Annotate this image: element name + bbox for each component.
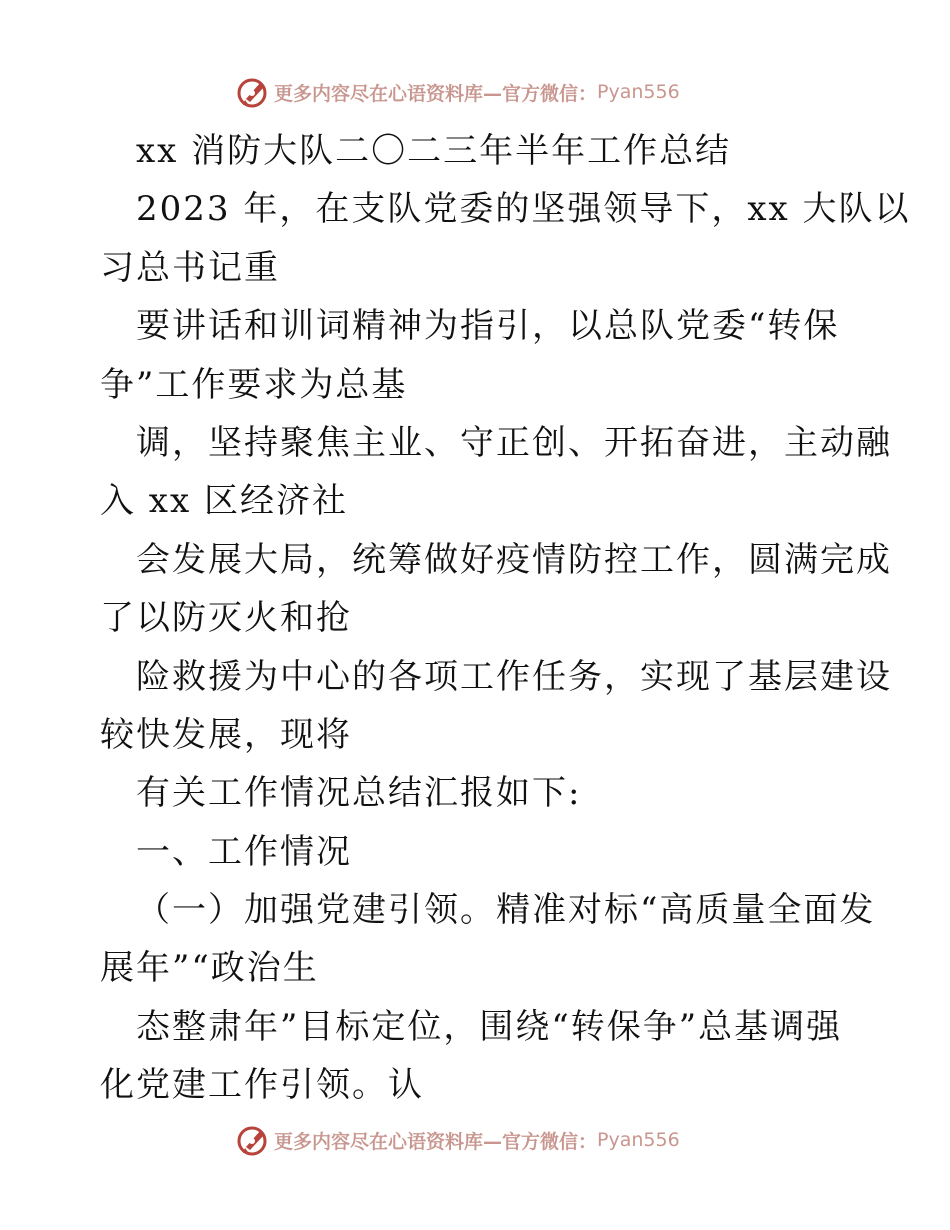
document-line: 展年”“政治生 [100, 948, 319, 989]
document-line: 争”工作要求为总基 [100, 364, 408, 405]
header-banner-wechat: Pyan556 [597, 81, 680, 103]
document-line: 习总书记重 [100, 247, 280, 288]
document-line: 了以防灭火和抢 [100, 598, 352, 639]
document-line: xx 消防大队二〇二三年半年工作总结 [136, 131, 732, 171]
header-banner [236, 72, 736, 112]
document-line: 态整肃年”目标定位，围绕“转保争”总基调强 [136, 1006, 843, 1047]
header-banner-text: 更多内容尽在心语资料库—官方微信： [274, 82, 598, 105]
footer-banner-wechat: Pyan556 [597, 1129, 680, 1151]
footer-banner-text: 更多内容尽在心语资料库—官方微信： [274, 1130, 598, 1153]
document-line: 一、工作情况 [136, 831, 352, 872]
document-line: 较快发展，现将 [100, 714, 352, 755]
document-body [100, 122, 911, 1115]
document-line: 化党建工作引领。认 [100, 1065, 424, 1106]
pen-nib-logo-icon [236, 1123, 270, 1157]
document-line: 要讲话和训词精神为指引，以总队党委“转保 [136, 306, 840, 347]
document-line: 险救援为中心的各项工作任务，实现了基层建设 [136, 656, 892, 697]
document-line: （一）加强党建引领。精准对标“高质量全面发 [136, 890, 876, 931]
footer-banner [236, 1120, 736, 1160]
document-line: 调，坚持聚焦主业、守正创、开拓奋进，主动融 [136, 422, 892, 463]
document-line: 入 xx 区经济社 [100, 481, 348, 522]
document-line: 会发展大局，统筹做好疫情防控工作，圆满完成 [136, 539, 892, 580]
pen-nib-logo-icon [236, 75, 270, 109]
document-line: 2023 年，在支队党委的坚强领导下，xx 大队以 [136, 189, 911, 230]
document-line: 有关工作情况总结汇报如下: [136, 773, 582, 814]
